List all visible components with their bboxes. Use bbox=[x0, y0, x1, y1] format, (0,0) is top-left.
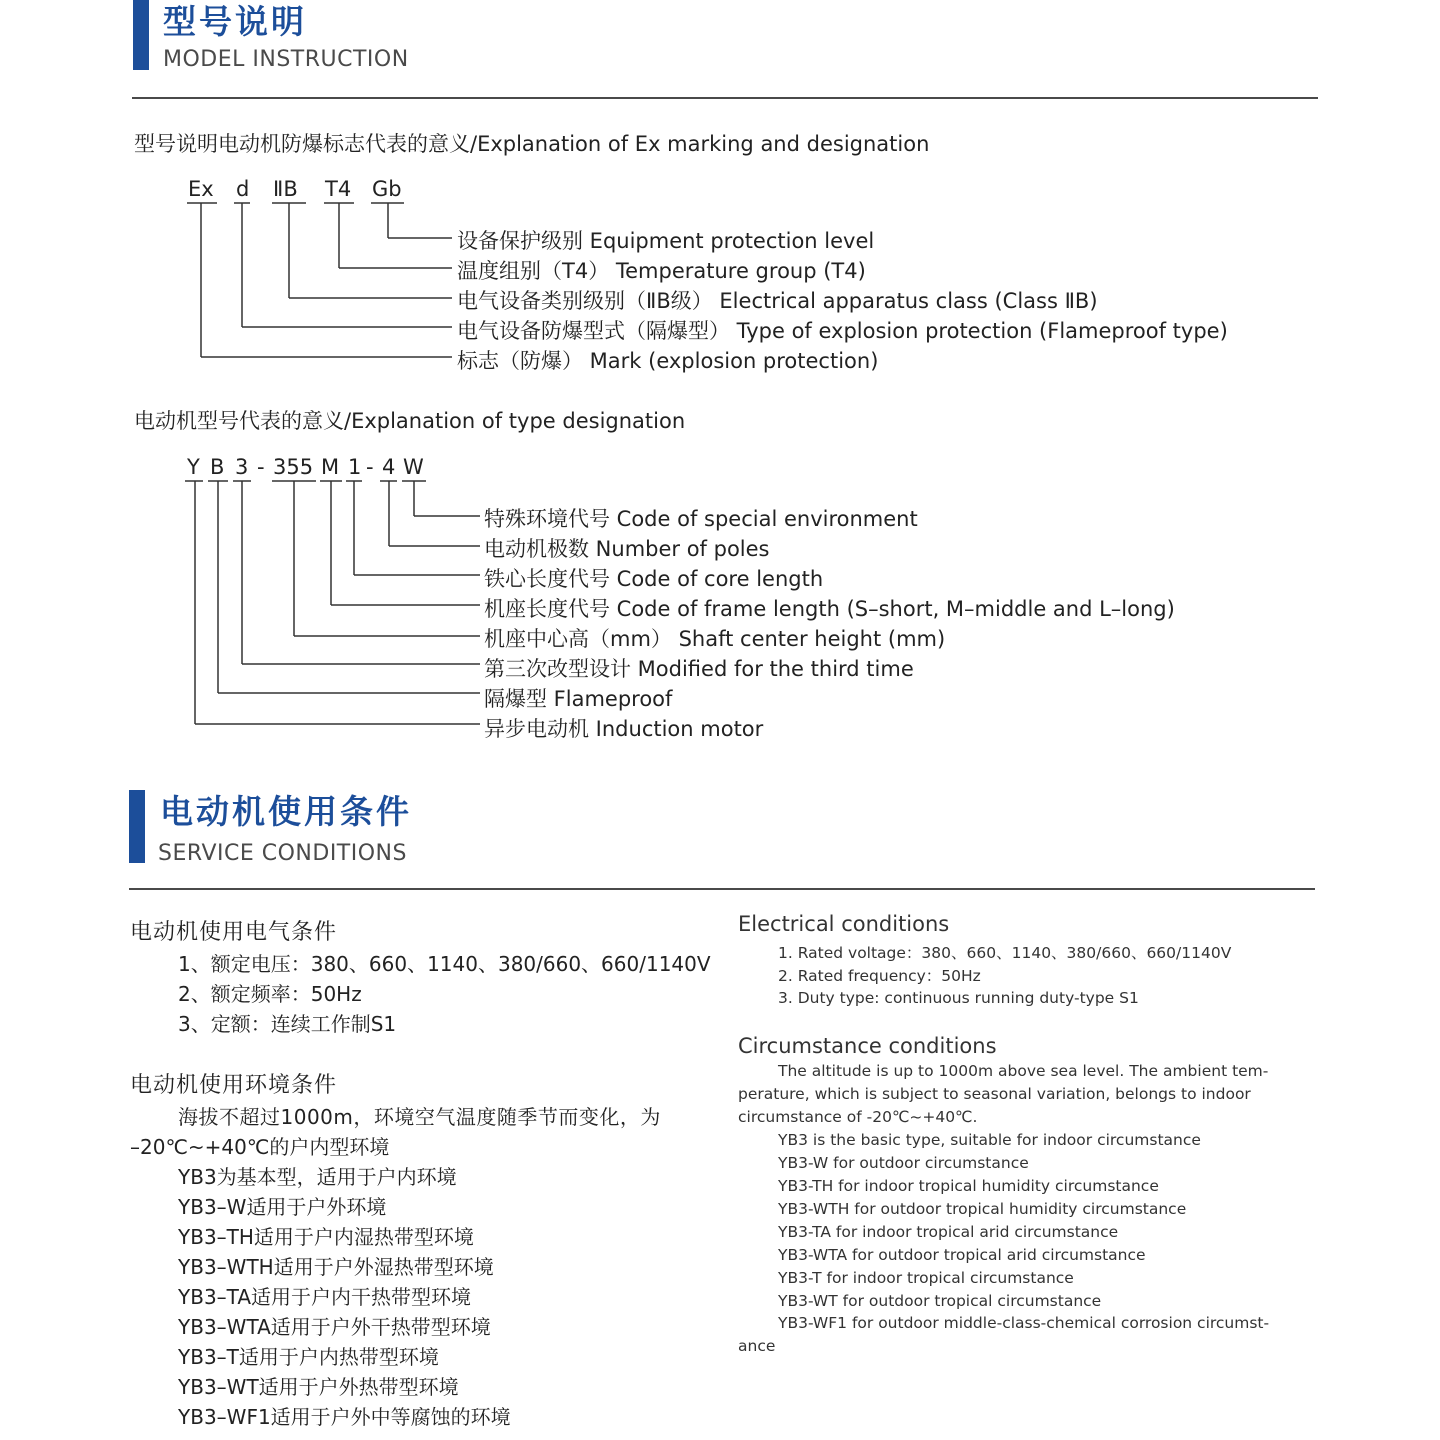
type-code-355: 355 bbox=[273, 455, 314, 479]
ex-def-apparatus-class: 电气设备类别级别（ⅡB级） Electrical apparatus class (Class ⅡB) bbox=[457, 289, 1098, 313]
type-def-frame-length: 机座长度代号 Code of frame length (S–short, M–middle and L–long) bbox=[484, 597, 1175, 621]
ex-code-class: ⅡB bbox=[273, 177, 298, 201]
en-electrical-item: 3. Duty type: continuous running duty-type S1 bbox=[778, 989, 1139, 1007]
en-env-item: YB3-TH for indoor tropical humidity circumstance bbox=[778, 1177, 1159, 1195]
en-electrical-title: Electrical conditions bbox=[738, 912, 950, 936]
type-code-3: 3 bbox=[235, 455, 249, 479]
en-env-item: YB3-TA for indoor tropical arid circumstance bbox=[778, 1223, 1119, 1241]
ex-code-temp: T4 bbox=[325, 177, 352, 201]
type-code-1: 1 bbox=[348, 455, 362, 479]
cn-env-paragraph: –20℃~+40℃的户内型环境 bbox=[130, 1135, 390, 1159]
service-section-title-en: SERVICE CONDITIONS bbox=[158, 841, 407, 866]
type-def-core-length: 铁心长度代号 Code of core length bbox=[484, 567, 824, 591]
ex-code-gb: Gb bbox=[372, 177, 402, 201]
model-section-title-cn: 型号说明 bbox=[163, 2, 307, 41]
type-def-induction-motor: 异步电动机 Induction motor bbox=[484, 717, 764, 741]
en-env-paragraph: The altitude is up to 1000m above sea level. The ambient tem- bbox=[778, 1062, 1269, 1080]
cn-electrical-title: 电动机使用电气条件 bbox=[130, 920, 338, 945]
cn-env-item: YB3–T适用于户内热带型环境 bbox=[178, 1345, 439, 1369]
ex-heading: 型号说明电动机防爆标志代表的意义/Explanation of Ex marking and designation bbox=[134, 132, 930, 156]
type-def-special-environment: 特殊环境代号 Code of special environment bbox=[484, 507, 918, 531]
type-code-b: B bbox=[210, 455, 225, 479]
en-env-item: YB3-T for indoor tropical circumstance bbox=[778, 1269, 1074, 1287]
section-divider bbox=[129, 888, 1315, 890]
model-section-title-en: MODEL INSTRUCTION bbox=[163, 47, 409, 72]
en-env-item: YB3-WTA for outdoor tropical arid circumstance bbox=[778, 1246, 1146, 1264]
cn-env-item: YB3为基本型，适用于户内环境 bbox=[178, 1165, 457, 1189]
cn-env-item: YB3–WT适用于户外热带型环境 bbox=[178, 1375, 459, 1399]
cn-env-item: YB3–TA适用于户内干热带型环境 bbox=[178, 1285, 472, 1309]
en-env-paragraph: circumstance of -20℃~+40℃. bbox=[738, 1108, 978, 1126]
ex-code-ex: Ex bbox=[188, 177, 214, 201]
ex-code-d: d bbox=[236, 177, 250, 201]
service-section-title-cn: 电动机使用条件 bbox=[160, 792, 412, 831]
type-code-dash-1: - bbox=[257, 455, 265, 479]
type-code-y: Y bbox=[187, 455, 200, 479]
cn-env-item: YB3–WTA适用于户外干热带型环境 bbox=[178, 1315, 491, 1339]
en-env-item-tail: ance bbox=[738, 1337, 776, 1355]
type-def-third-modification: 第三次改型设计 Modified for the third time bbox=[484, 657, 914, 681]
ex-def-temperature-group: 温度组别（T4） Temperature group (T4) bbox=[457, 259, 866, 283]
cn-env-item: YB3–WTH适用于户外湿热带型环境 bbox=[178, 1255, 494, 1279]
cn-env-title: 电动机使用环境条件 bbox=[130, 1073, 338, 1098]
ex-def-protection-level: 设备保护级别 Equipment protection level bbox=[457, 229, 875, 253]
en-electrical-item: 1. Rated voltage：380、660、1140、380/660、660/1140V bbox=[778, 944, 1232, 962]
en-env-title: Circumstance conditions bbox=[738, 1034, 997, 1058]
ex-def-mark: 标志（防爆） Mark (explosion protection) bbox=[457, 349, 879, 373]
cn-electrical-item: 1、额定电压：380、660、1140、380/660、660/1140V bbox=[178, 952, 711, 976]
cn-env-item: YB3–TH适用于户内湿热带型环境 bbox=[178, 1225, 474, 1249]
type-def-poles: 电动机极数 Number of poles bbox=[484, 537, 770, 561]
en-env-item: YB3 is the basic type, suitable for indoor circumstance bbox=[778, 1131, 1201, 1149]
ex-def-protection-type: 电气设备防爆型式（隔爆型） Type of explosion protection (Flameproof type) bbox=[457, 319, 1228, 343]
type-code-w: W bbox=[403, 455, 424, 479]
en-env-paragraph: perature, which is subject to seasonal variation, belongs to indoor bbox=[738, 1085, 1251, 1103]
cn-electrical-item: 2、额定频率：50Hz bbox=[178, 982, 362, 1006]
en-env-item: YB3-WT for outdoor tropical circumstance bbox=[778, 1292, 1102, 1310]
type-heading: 电动机型号代表的意义/Explanation of type designation bbox=[134, 409, 686, 433]
cn-electrical-item: 3、定额：连续工作制S1 bbox=[178, 1012, 397, 1036]
cn-env-paragraph: 海拔不超过1000m，环境空气温度随季节而变化，为 bbox=[178, 1105, 661, 1129]
en-electrical-item: 2. Rated frequency：50Hz bbox=[778, 967, 981, 985]
en-env-item: YB3-WTH for outdoor tropical humidity circumstance bbox=[778, 1200, 1187, 1218]
type-code-m: M bbox=[321, 455, 340, 479]
type-def-shaft-height: 机座中心高（mm） Shaft center height (mm) bbox=[484, 627, 946, 651]
type-def-flameproof: 隔爆型 Flameproof bbox=[484, 687, 673, 711]
type-code-4: 4 bbox=[382, 455, 396, 479]
en-env-item: YB3-WF1 for outdoor middle-class-chemical corrosion circumst- bbox=[778, 1314, 1270, 1332]
type-code-dash-2: - bbox=[366, 455, 374, 479]
cn-env-item: YB3–WF1适用于户外中等腐蚀的环境 bbox=[178, 1405, 511, 1429]
cn-env-item: YB3–W适用于户外环境 bbox=[178, 1195, 387, 1219]
en-env-item: YB3-W for outdoor circumstance bbox=[778, 1154, 1029, 1172]
section-accent-bar bbox=[129, 790, 145, 863]
